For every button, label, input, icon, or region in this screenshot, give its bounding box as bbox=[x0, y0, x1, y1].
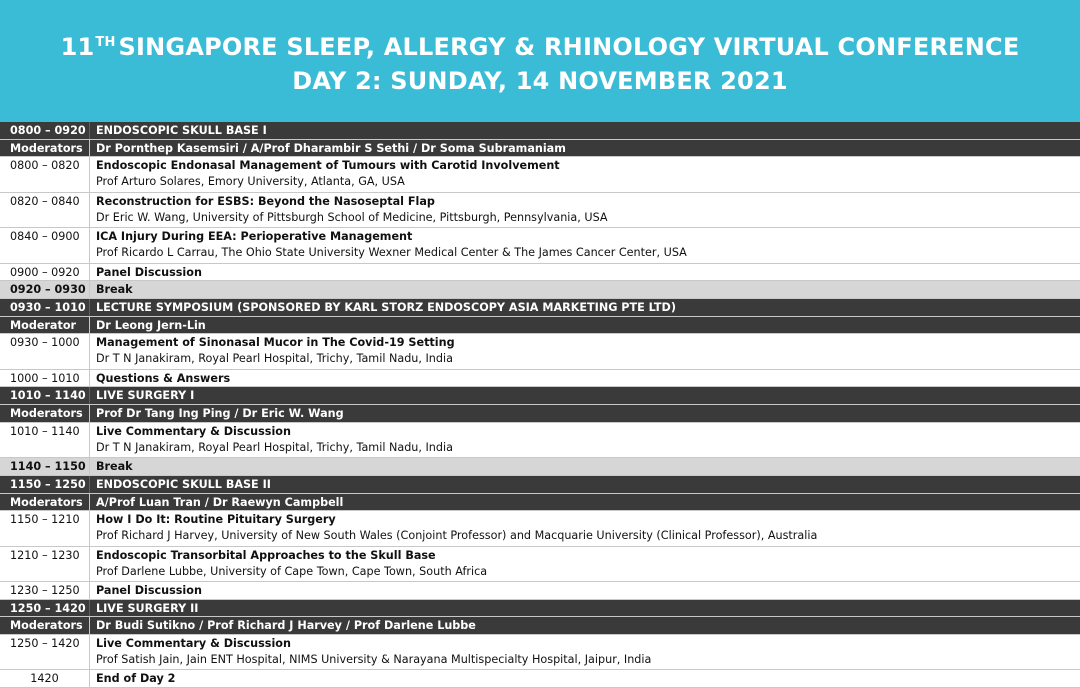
session-title: How I Do It: Routine Pituitary Surgery bbox=[96, 513, 336, 527]
moderator-row bbox=[0, 140, 1080, 158]
conference-title: 11TH SINGAPORE SLEEP, ALLERGY & RHINOLOGY VIRTUAL CONFERENCE bbox=[60, 33, 1020, 61]
session-title: Prof Dr Tang Ing Ping / Dr Eric W. Wang bbox=[96, 407, 344, 421]
table-row bbox=[0, 264, 1080, 282]
content-cell bbox=[90, 193, 1080, 227]
time-cell: 1010 – 1140 bbox=[0, 423, 90, 457]
conference-date: DAY 2: SUNDAY, 14 NOVEMBER 2021 bbox=[292, 67, 788, 95]
speaker-line: Dr T N Janakiram, Royal Pearl Hospital, Trichy, Tamil Nadu, India bbox=[96, 440, 453, 454]
session-row bbox=[0, 600, 1080, 618]
session-title: Live Commentary & Discussion bbox=[96, 424, 291, 438]
table-row bbox=[0, 547, 1080, 582]
time-cell: 1010 – 1140 bbox=[0, 387, 90, 404]
time-cell: 0800 – 0820 bbox=[0, 157, 90, 191]
time-cell: 0840 – 0900 bbox=[0, 228, 90, 262]
content-cell bbox=[90, 140, 1080, 157]
session-title: Endoscopic Endonasal Management of Tumours with Carotid Involvement bbox=[96, 159, 560, 173]
session-title: End of Day 2 bbox=[96, 672, 176, 686]
time-cell: 1000 – 1010 bbox=[0, 370, 90, 387]
table-row bbox=[0, 511, 1080, 546]
time-cell: 1210 – 1230 bbox=[0, 547, 90, 581]
content-cell bbox=[90, 157, 1080, 191]
session-row bbox=[0, 299, 1080, 317]
session-title: Questions & Answers bbox=[96, 371, 231, 385]
moderator-row bbox=[0, 405, 1080, 423]
end-row bbox=[0, 670, 1080, 688]
content-cell bbox=[90, 405, 1080, 422]
session-row bbox=[0, 387, 1080, 405]
session-title: LIVE SURGERY II bbox=[96, 601, 199, 615]
session-title: ENDOSCOPIC SKULL BASE I bbox=[96, 124, 267, 137]
content-cell bbox=[90, 617, 1080, 634]
content-cell bbox=[90, 635, 1080, 669]
session-title: A/Prof Luan Tran / Dr Raewyn Campbell bbox=[96, 495, 344, 509]
session-title: Break bbox=[96, 283, 133, 297]
break-row bbox=[0, 458, 1080, 476]
session-title: Dr Pornthep Kasemsiri / A/Prof Dharambir S Sethi / Dr Soma Subramaniam bbox=[96, 141, 566, 155]
speaker-line: Prof Arturo Solares, Emory University, Atlanta, GA, USA bbox=[96, 175, 405, 189]
time-cell: 1150 – 1210 bbox=[0, 511, 90, 545]
conference-header bbox=[0, 0, 1080, 122]
speaker-line: Prof Richard J Harvey, University of New South Wales (Conjoint Professor) and Macquarie University (Clinical Professor), Australia bbox=[96, 529, 818, 543]
content-cell bbox=[90, 582, 1080, 599]
content-cell bbox=[90, 670, 1080, 687]
table-row bbox=[0, 423, 1080, 458]
time-cell: 0930 – 1000 bbox=[0, 334, 90, 368]
schedule-table bbox=[0, 122, 1080, 688]
time-cell: 1250 – 1420 bbox=[0, 600, 90, 617]
table-row bbox=[0, 157, 1080, 192]
time-cell: Moderator bbox=[0, 317, 90, 334]
session-title: Panel Discussion bbox=[96, 583, 202, 597]
session-title: Panel Discussion bbox=[96, 265, 202, 279]
moderator-row bbox=[0, 617, 1080, 635]
content-cell bbox=[90, 334, 1080, 368]
table-row bbox=[0, 193, 1080, 228]
time-cell: 0800 – 0920 bbox=[0, 122, 90, 139]
time-cell: 1150 – 1250 bbox=[0, 476, 90, 493]
content-cell bbox=[90, 476, 1080, 493]
content-cell bbox=[90, 228, 1080, 262]
session-title: Dr Budi Sutikno / Prof Richard J Harvey / Prof Darlene Lubbe bbox=[96, 619, 476, 633]
table-row bbox=[0, 370, 1080, 388]
content-cell bbox=[90, 264, 1080, 281]
session-title: ENDOSCOPIC SKULL BASE II bbox=[96, 477, 271, 491]
speaker-line: Dr T N Janakiram, Royal Pearl Hospital, Trichy, Tamil Nadu, India bbox=[96, 352, 453, 366]
content-cell bbox=[90, 458, 1080, 475]
table-row bbox=[0, 582, 1080, 600]
time-cell: Moderators bbox=[0, 405, 90, 422]
content-cell bbox=[90, 423, 1080, 457]
session-title: Break bbox=[96, 460, 133, 474]
speaker-line: Prof Ricardo L Carrau, The Ohio State University Wexner Medical Center & The James Cancer Center, USA bbox=[96, 246, 687, 260]
time-cell: 1230 – 1250 bbox=[0, 582, 90, 599]
content-cell bbox=[90, 122, 1080, 139]
table-row bbox=[0, 228, 1080, 263]
moderator-row bbox=[0, 494, 1080, 512]
table-row bbox=[0, 635, 1080, 670]
time-cell: Moderators bbox=[0, 140, 90, 157]
session-title: Dr Leong Jern-Lin bbox=[96, 318, 206, 332]
time-cell: 1250 – 1420 bbox=[0, 635, 90, 669]
session-row bbox=[0, 476, 1080, 494]
time-cell: Moderators bbox=[0, 494, 90, 511]
content-cell bbox=[90, 387, 1080, 404]
session-title: ICA Injury During EEA: Perioperative Management bbox=[96, 230, 413, 244]
session-title: Reconstruction for ESBS: Beyond the Nasoseptal Flap bbox=[96, 194, 435, 208]
speaker-line: Dr Eric W. Wang, University of Pittsburgh School of Medicine, Pittsburgh, Pennsylvania, USA bbox=[96, 210, 608, 224]
session-title: Management of Sinonasal Mucor in The Covid-19 Setting bbox=[96, 336, 455, 350]
content-cell bbox=[90, 547, 1080, 581]
content-cell bbox=[90, 511, 1080, 545]
session-title: Endoscopic Transorbital Approaches to the Skull Base bbox=[96, 548, 436, 562]
session-title: LIVE SURGERY I bbox=[96, 389, 195, 403]
content-cell bbox=[90, 281, 1080, 298]
time-cell: 0900 – 0920 bbox=[0, 264, 90, 281]
time-cell: 0820 – 0840 bbox=[0, 193, 90, 227]
time-cell: 1140 – 1150 bbox=[0, 458, 90, 475]
time-cell: 0930 – 1010 bbox=[0, 299, 90, 316]
moderator-row bbox=[0, 317, 1080, 335]
content-cell bbox=[90, 370, 1080, 387]
speaker-line: Prof Darlene Lubbe, University of Cape Town, Cape Town, South Africa bbox=[96, 564, 488, 578]
break-row bbox=[0, 281, 1080, 299]
time-cell: 0920 – 0930 bbox=[0, 281, 90, 298]
session-title: Live Commentary & Discussion bbox=[96, 637, 291, 651]
session-row bbox=[0, 122, 1080, 140]
table-row bbox=[0, 334, 1080, 369]
content-cell bbox=[90, 299, 1080, 316]
session-title: LECTURE SYMPOSIUM (SPONSORED BY KARL STORZ ENDOSCOPY ASIA MARKETING PTE LTD) bbox=[96, 300, 676, 314]
content-cell bbox=[90, 600, 1080, 617]
time-cell: Moderators bbox=[0, 617, 90, 634]
time-cell: 1420 bbox=[0, 670, 90, 687]
speaker-line: Prof Satish Jain, Jain ENT Hospital, NIMS University & Narayana Multispecialty Hospital, Jaipur, India bbox=[96, 653, 652, 667]
content-cell bbox=[90, 317, 1080, 334]
content-cell bbox=[90, 494, 1080, 511]
